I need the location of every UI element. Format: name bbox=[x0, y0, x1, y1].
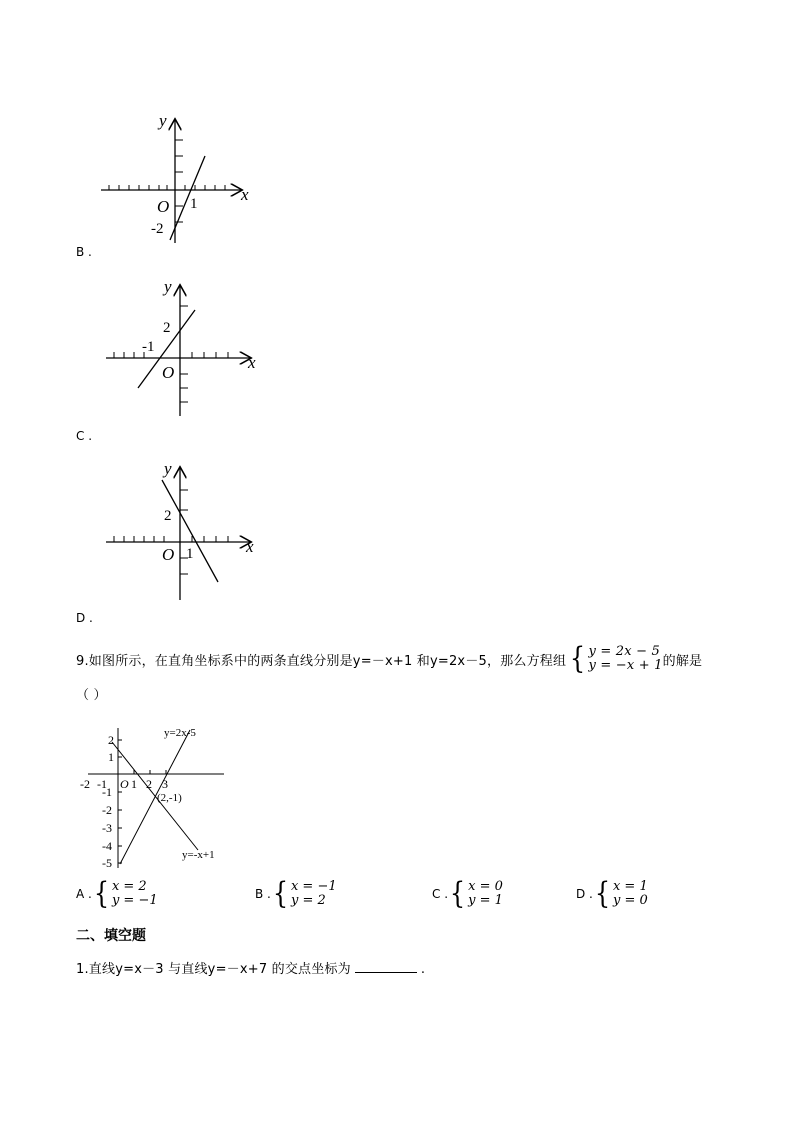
x-tick-label: -1 bbox=[97, 777, 107, 791]
x-tick-label: 2 bbox=[146, 777, 152, 791]
q9-option-a[interactable] bbox=[76, 876, 158, 911]
y-intercept-label: -2 bbox=[151, 221, 164, 237]
sys-row-1: y = 2x − 5 bbox=[588, 644, 661, 659]
y-tick-label: 1 bbox=[108, 750, 114, 764]
x-tick-label: 3 bbox=[162, 777, 168, 791]
y-tick-label: -3 bbox=[102, 821, 112, 835]
y-axis-label: y bbox=[164, 277, 172, 296]
q9-option-b[interactable] bbox=[255, 876, 337, 911]
x-tick-label: 1 bbox=[131, 777, 137, 791]
option-row: y = 0 bbox=[612, 893, 648, 908]
question-9-tail: 的解是 bbox=[662, 653, 703, 669]
x-axis-label: x bbox=[248, 353, 256, 372]
graph-d bbox=[100, 458, 270, 603]
y-axis-label: y bbox=[159, 111, 167, 130]
brace-icon: { bbox=[93, 876, 110, 911]
option-row: y = 2 bbox=[290, 893, 326, 908]
option-row: y = 1 bbox=[468, 893, 503, 908]
q9-option-c[interactable] bbox=[432, 876, 503, 911]
question-9-paren: （ ） bbox=[76, 688, 107, 703]
option-row: x = −1 bbox=[290, 879, 337, 894]
origin-label: O bbox=[162, 363, 175, 382]
option-c-label: C . bbox=[76, 429, 93, 443]
option-d-label: D . bbox=[76, 611, 93, 625]
option-label: D . bbox=[576, 887, 593, 901]
x-intercept-label: 1 bbox=[186, 546, 194, 562]
graph-c bbox=[100, 276, 270, 421]
origin-label: O bbox=[120, 777, 129, 791]
origin-label: O bbox=[162, 545, 175, 564]
y-tick-label: -1 bbox=[102, 785, 112, 799]
option-label: B . bbox=[255, 887, 271, 901]
question-9-text: 9.如图所示，在直角坐标系中的两条直线分别是y=－x+1 和y=2x－5，那么方程组 bbox=[76, 653, 567, 669]
graph-b bbox=[95, 108, 265, 248]
q9-option-d[interactable] bbox=[576, 876, 648, 911]
brace-icon: { bbox=[594, 876, 611, 911]
y-tick-label: 2 bbox=[108, 733, 114, 747]
option-row: y = −1 bbox=[111, 893, 158, 908]
fill-question-1-text: 1.直线y=x－3 与直线y=－x+7 的交点坐标为 bbox=[76, 962, 351, 977]
equation-system bbox=[568, 641, 663, 676]
section-title: 二、填空题 bbox=[76, 928, 146, 944]
x-tick-label: -2 bbox=[80, 777, 90, 791]
brace-icon: { bbox=[449, 876, 466, 911]
graph-line bbox=[162, 480, 218, 582]
fill-question-1 bbox=[76, 958, 425, 977]
option-b-label: B . bbox=[76, 245, 92, 259]
option-label: A . bbox=[76, 887, 92, 901]
brace-icon: { bbox=[570, 641, 586, 676]
y-intercept-label: 2 bbox=[163, 320, 171, 336]
q9-figure bbox=[78, 722, 228, 872]
y-tick-label: -4 bbox=[102, 839, 112, 853]
answer-blank[interactable] bbox=[355, 960, 417, 973]
line2-label: y=-x+1 bbox=[182, 849, 215, 861]
point-label: (2,-1) bbox=[157, 792, 182, 804]
line1-label: y=2x-5 bbox=[164, 727, 196, 739]
question-9 bbox=[76, 641, 703, 676]
x-axis-label: x bbox=[241, 185, 249, 204]
option-label: C . bbox=[432, 887, 449, 901]
x-intercept-label: 1 bbox=[190, 196, 198, 212]
y-axis-label: y bbox=[164, 459, 172, 478]
origin-label: O bbox=[157, 197, 170, 216]
option-row: x = 1 bbox=[612, 879, 648, 894]
x-axis-label: x bbox=[246, 537, 254, 556]
y-intercept-label: 2 bbox=[164, 508, 172, 524]
sys-row-2: y = −x + 1 bbox=[588, 658, 663, 673]
brace-icon: { bbox=[272, 876, 289, 911]
option-row: x = 2 bbox=[111, 879, 147, 894]
option-row: x = 0 bbox=[468, 879, 503, 894]
y-tick-label: -2 bbox=[102, 803, 112, 817]
fill-question-1-end: . bbox=[420, 962, 426, 977]
x-intercept-label: -1 bbox=[142, 339, 155, 355]
y-tick-label: -5 bbox=[102, 856, 112, 870]
